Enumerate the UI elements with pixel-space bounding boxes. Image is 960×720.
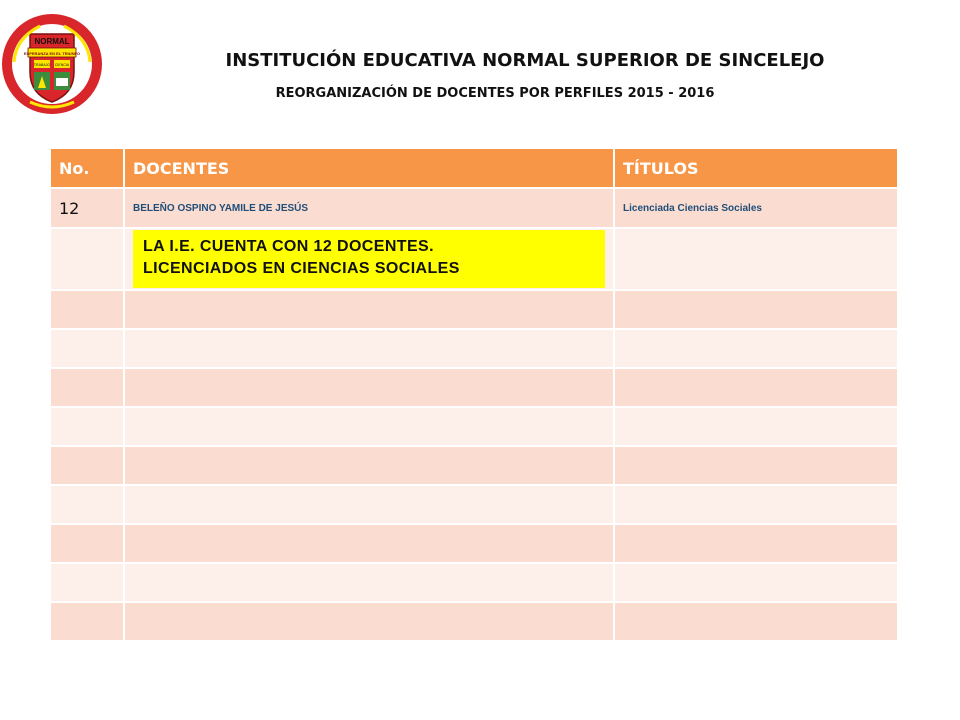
- cell-empty: [50, 446, 124, 485]
- cell-empty: [50, 368, 124, 407]
- note-cell: [124, 228, 614, 290]
- svg-text:NORMAL: NORMAL: [34, 37, 70, 46]
- cell-empty: [614, 446, 898, 485]
- page-subtitle: REORGANIZACIÓN DE DOCENTES POR PERFILES 2015 - 2016: [275, 86, 715, 101]
- cell-empty: [614, 524, 898, 563]
- cell-empty: [124, 524, 614, 563]
- column-header-no: No.: [50, 148, 124, 188]
- cell-empty: [614, 407, 898, 446]
- cell-empty: [124, 485, 614, 524]
- table-row: [50, 329, 898, 368]
- table-header-row: [50, 148, 898, 188]
- cell-empty: [124, 290, 614, 329]
- cell-empty: [124, 407, 614, 446]
- table-row: [50, 368, 898, 407]
- highlight-note: [133, 230, 605, 288]
- cell-empty: [50, 407, 124, 446]
- table-row: [50, 563, 898, 602]
- cell-empty: [614, 485, 898, 524]
- cell-empty: [614, 228, 898, 290]
- cell-empty: [614, 602, 898, 641]
- svg-text:CIENCIA: CIENCIA: [54, 63, 70, 67]
- svg-text:ESPERANZA EN EL TRIUNFO: ESPERANZA EN EL TRIUNFO: [23, 51, 81, 56]
- table-row: [50, 524, 898, 563]
- svg-text:TRABAJO: TRABAJO: [33, 63, 51, 67]
- table-row: [50, 228, 898, 290]
- cell-empty: [124, 368, 614, 407]
- cell-empty: [50, 524, 124, 563]
- cell-empty: [614, 329, 898, 368]
- cell-number: 12: [50, 188, 124, 228]
- cell-empty: [614, 368, 898, 407]
- column-header-docentes: DOCENTES: [124, 148, 614, 188]
- cell-empty: [50, 485, 124, 524]
- table-row: [50, 446, 898, 485]
- docentes-table: [49, 147, 899, 642]
- table-row: [50, 602, 898, 641]
- cell-empty: [614, 290, 898, 329]
- table-row: [50, 290, 898, 329]
- cell-docente: BELEÑO OSPINO YAMILE DE JESÚS: [124, 188, 614, 228]
- cell-empty: [50, 563, 124, 602]
- cell-titulo: Licenciada Ciencias Sociales: [614, 188, 898, 228]
- table-row: [50, 407, 898, 446]
- column-header-titulos: TÍTULOS: [614, 148, 898, 188]
- cell-empty: [124, 563, 614, 602]
- cell-empty: [50, 228, 124, 290]
- table-row: [50, 485, 898, 524]
- cell-empty: [124, 329, 614, 368]
- cell-empty: [614, 563, 898, 602]
- note-line-1: LA I.E. CUENTA CON 12 DOCENTES.: [143, 238, 434, 255]
- cell-empty: [124, 602, 614, 641]
- cell-empty: [50, 290, 124, 329]
- table-row: [50, 188, 898, 228]
- cell-empty: [50, 329, 124, 368]
- cell-empty: [124, 446, 614, 485]
- page-title: INSTITUCIÓN EDUCATIVA NORMAL SUPERIOR DE SINCELEJO: [225, 50, 825, 71]
- cell-empty: [50, 602, 124, 641]
- note-line-2: LICENCIADOS EN CIENCIAS SOCIALES: [143, 259, 460, 277]
